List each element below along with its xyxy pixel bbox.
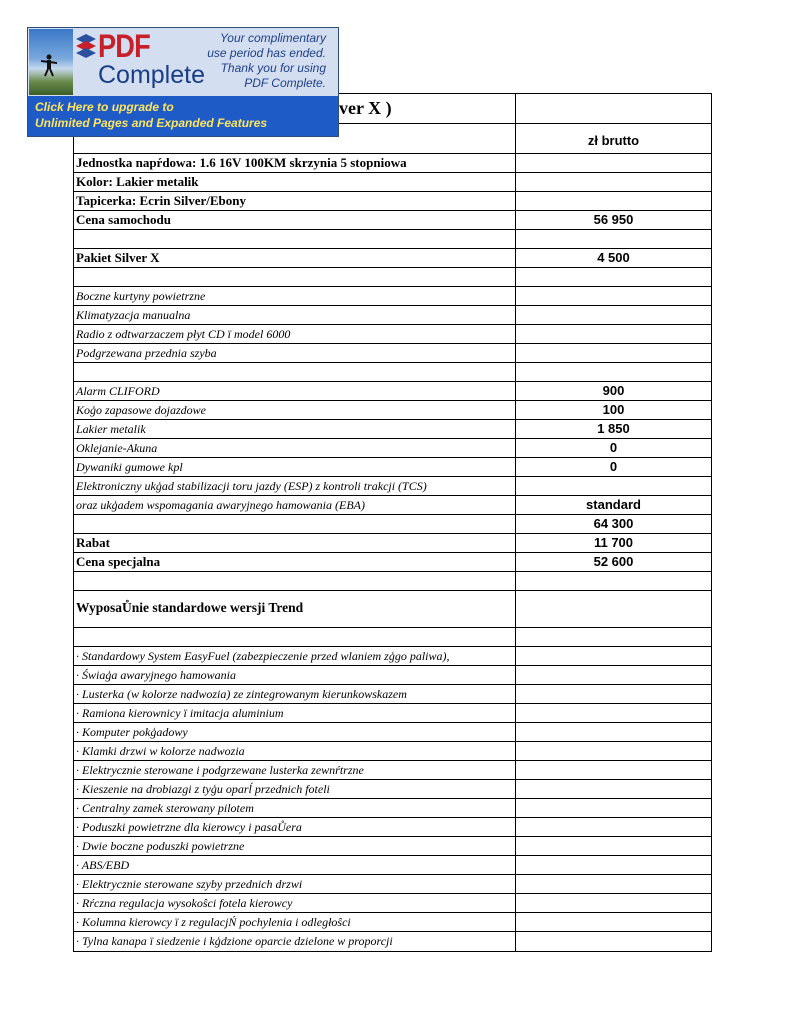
row-value: 56 950: [593, 212, 634, 227]
table-row: [74, 837, 711, 856]
logo-pdf-text: PDF: [98, 28, 150, 64]
table-row: [74, 780, 711, 799]
row-label: · Dwie boczne poduszki powietrzne: [74, 837, 516, 855]
row-value: 4 500: [597, 250, 630, 265]
row-label: · Kolumna kierowcy ï z regulacjŃ pochylenia i odległoŝci: [74, 913, 516, 931]
upgrade-text[interactable]: [35, 99, 267, 131]
table-row: [74, 704, 711, 723]
row-value: [516, 230, 711, 248]
row-label: Tapicerka: Ecrin Silver/Ebony: [74, 192, 516, 210]
row-value: [516, 363, 711, 381]
table-row: [74, 325, 711, 344]
row-value: [516, 875, 711, 893]
table-row: [74, 173, 711, 192]
row-value: [516, 192, 711, 210]
table-row: [74, 761, 711, 780]
table-row: [74, 230, 711, 249]
row-label: Rabat: [74, 534, 516, 552]
row-value: 1 850: [597, 421, 630, 436]
table-row: [74, 932, 711, 951]
row-value: [516, 913, 711, 931]
table-row: [74, 401, 711, 420]
row-value: [516, 268, 711, 286]
upgrade-line[interactable]: Click Here to upgrade to: [35, 100, 174, 114]
table-row: [74, 572, 711, 591]
row-label: [74, 572, 516, 590]
skydiver-photo: [29, 29, 73, 95]
row-label: · ABS/EBD: [74, 856, 516, 874]
table-row: [74, 192, 711, 211]
row-label: · Rŕczna regulacja wysokoŝci fotela kierowcy: [74, 894, 516, 912]
table-row: [74, 628, 711, 647]
table-row: [74, 344, 711, 363]
row-label: Boczne kurtyny powietrzne: [74, 287, 516, 305]
row-label: Koģo zapasowe dojazdowe: [74, 401, 516, 419]
row-label: Pakiet Silver X: [74, 249, 516, 267]
row-label: · Komputer pokģadowy: [74, 723, 516, 741]
table-row: [74, 666, 711, 685]
row-label: Cena specjalna: [74, 553, 516, 571]
row-label: · Poduszki powietrzne dla kierowcy i pasaŮera: [74, 818, 516, 836]
note-line: PDF Complete.: [244, 76, 326, 90]
row-label: oraz ukģadem wspomagania awaryjnego hamowania (EBA): [74, 496, 516, 514]
row-label: [74, 515, 516, 533]
row-value: [516, 344, 711, 362]
row-value: 11 700: [593, 535, 634, 550]
row-value: [516, 723, 711, 741]
table-row: [74, 742, 711, 761]
row-label: Kolor: Lakier metalik: [74, 173, 516, 191]
row-label: [74, 230, 516, 248]
row-label: · Lusterka (w kolorze nadwozia) ze zintegrowanym kierunkowskazem: [74, 685, 516, 703]
row-label: Lakier metalik: [74, 420, 516, 438]
table-row: [74, 268, 711, 287]
table-row: [74, 287, 711, 306]
table-row: [74, 363, 711, 382]
row-value: [516, 325, 711, 343]
table-row: [74, 515, 711, 534]
row-label: · Świaģa awaryjnego hamowania: [74, 666, 516, 684]
row-value: [516, 894, 711, 912]
row-label: Dywaniki gumowe kpl: [74, 458, 516, 476]
note-line: use period has ended.: [207, 46, 326, 60]
row-value: 0: [609, 459, 618, 474]
table-row: [74, 154, 711, 173]
table-row: [74, 591, 711, 628]
table-row: [74, 799, 711, 818]
row-value: [516, 591, 711, 627]
row-value: [516, 818, 711, 836]
row-label: Podgrzewana przednia szyba: [74, 344, 516, 362]
title-value-cell: [516, 94, 711, 123]
row-value: 0: [609, 440, 618, 455]
row-value: [516, 932, 711, 951]
row-value: [516, 173, 711, 191]
table-row: [74, 249, 711, 268]
table-row: [74, 420, 711, 439]
row-label: [74, 363, 516, 381]
note-line: Your complimentary: [219, 31, 326, 45]
table-row: [74, 477, 711, 496]
sheet-title: ver X ): [74, 94, 516, 123]
upgrade-line[interactable]: Unlimited Pages and Expanded Features: [35, 116, 268, 130]
table-row: [74, 723, 711, 742]
row-label: · Klamki drzwi w kolorze nadwozia: [74, 742, 516, 760]
table-row: [74, 534, 711, 553]
row-value: [516, 666, 711, 684]
row-label: Radio z odtwarzaczem płyt CD ï model 6000: [74, 325, 516, 343]
row-value: standard: [586, 497, 641, 512]
row-value: [516, 572, 711, 590]
row-value: 64 300: [593, 516, 634, 531]
table-row: [74, 856, 711, 875]
table-row: [74, 496, 711, 515]
logo-complete-text: Complete: [98, 61, 205, 89]
row-label: [74, 628, 516, 646]
row-value: 100: [602, 402, 625, 417]
row-label: Cena samochodu: [74, 211, 516, 229]
price-column-header: zł brutto: [587, 133, 640, 148]
row-label: Klimatyzacja manualna: [74, 306, 516, 324]
row-label: · Standardowy System EasyFuel (zabezpieczenie przed wlaniem zģgo paliwa),: [74, 647, 516, 665]
row-value: 900: [602, 383, 625, 398]
row-value: [516, 306, 711, 324]
table-row: [74, 875, 711, 894]
row-value: [516, 647, 711, 665]
trial-ended-note: [186, 31, 326, 91]
person-icon: [39, 53, 59, 77]
table-row: [74, 439, 711, 458]
table-row: [74, 458, 711, 477]
row-label: · Tylna kanapa ï siedzenie i kģdzione oparcie dzielone w proporcji: [74, 932, 516, 951]
table-row: [74, 818, 711, 837]
table-row: [74, 211, 711, 230]
row-value: [516, 761, 711, 779]
row-value: [516, 856, 711, 874]
table-row: [74, 894, 711, 913]
pdf-logo-icon: [75, 33, 97, 59]
table-row: [74, 306, 711, 325]
note-line: Thank you for using: [220, 61, 326, 75]
row-value: [516, 154, 711, 172]
row-label: Oklejanie-Akuna: [74, 439, 516, 457]
row-label: · Elektrycznie sterowane i podgrzewane lusterka zewnŕtrzne: [74, 761, 516, 779]
row-label: [74, 268, 516, 286]
row-value: [516, 780, 711, 798]
row-value: [516, 287, 711, 305]
row-value: [516, 477, 711, 495]
banner-top-panel: [28, 28, 338, 96]
row-value: 52 600: [593, 554, 634, 569]
row-label: · Elektrycznie sterowane szyby przednich drzwi: [74, 875, 516, 893]
row-value: [516, 742, 711, 760]
table-row: [74, 913, 711, 932]
row-label: Alarm CLIFORD: [74, 382, 516, 400]
section-heading: WyposaŮnie standardowe wersji Trend: [74, 591, 516, 627]
row-label: Jednostka napŕdowa: 1.6 16V 100KM skrzynia 5 stopniowa: [74, 154, 516, 172]
pdf-complete-banner[interactable]: [27, 27, 339, 137]
row-label: · Ramiona kierownicy ï imitacja aluminium: [74, 704, 516, 722]
row-value: [516, 628, 711, 646]
row-value: [516, 799, 711, 817]
table-row: [74, 647, 711, 666]
row-value: [516, 685, 711, 703]
row-value: [516, 837, 711, 855]
table-row: [74, 685, 711, 704]
price-sheet: [73, 93, 712, 952]
table-row: [74, 382, 711, 401]
row-label: Elektroniczny ukģad stabilizacji toru jazdy (ESP) z kontroli trakcji (TCS): [74, 477, 516, 495]
row-label: · Centralny zamek sterowany pilotem: [74, 799, 516, 817]
table-row: [74, 553, 711, 572]
row-value: [516, 704, 711, 722]
row-label: · Kieszenie na drobiazgi z tyģu oparĺ przednich foteli: [74, 780, 516, 798]
upgrade-link[interactable]: [28, 96, 338, 136]
